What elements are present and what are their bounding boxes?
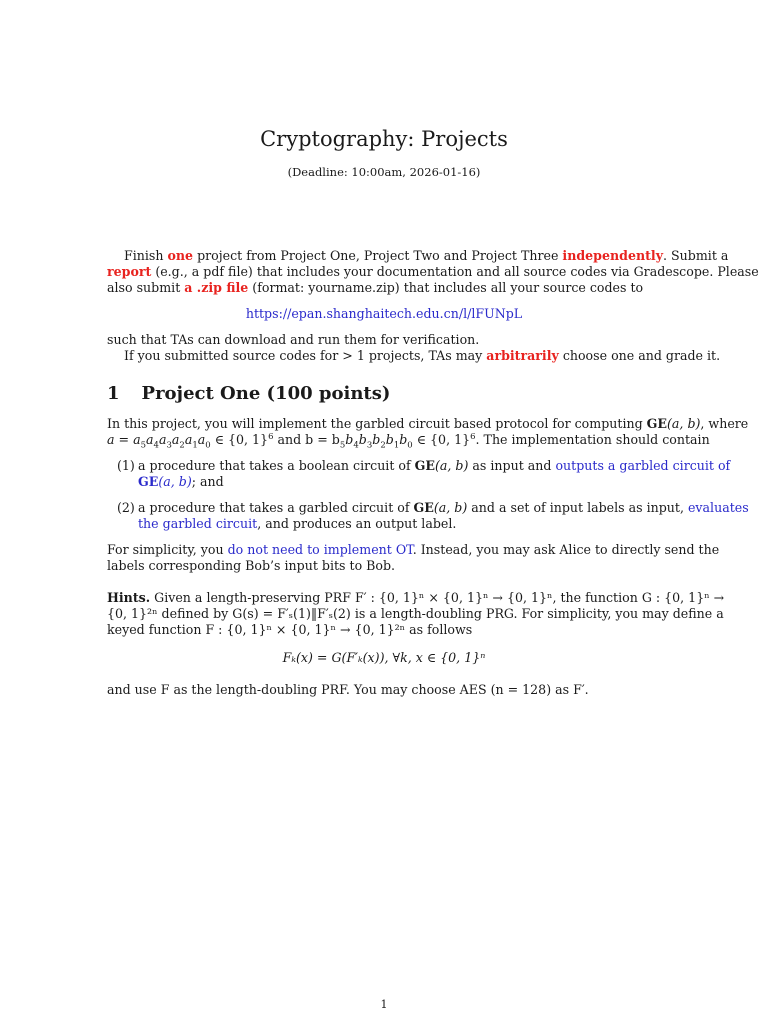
- item-2-highlight-2: the garbled circuit: [138, 516, 258, 531]
- emph-one: one: [167, 248, 194, 263]
- item-1-highlight: outputs a garbled circuit of: [555, 458, 731, 473]
- item-1-line-1: a procedure that takes a boolean circuit of GE(a, b) as input and outputs a garbled circuit of: [138, 458, 731, 473]
- upload-link[interactable]: https://epan.shanghaitech.edu.cn/l/lFUNpL: [245, 306, 523, 321]
- item-1-line-2: GE(a, b); and: [138, 474, 224, 489]
- emph-independently: independently: [562, 248, 664, 263]
- formula: Fₖ(x) = G(F′ₖ(x)), ∀k, x ∈ {0, 1}ⁿ: [282, 650, 486, 665]
- section-number: 1: [107, 383, 120, 404]
- document-title: Cryptography: Projects: [260, 127, 508, 151]
- item-2-highlight-1: evaluates: [687, 500, 749, 515]
- intro-line-5: If you submitted source codes for > 1 projects, TAs may arbitrarily choose one and grade it.: [124, 348, 721, 363]
- emph-zip-file: a .zip file: [184, 280, 249, 295]
- page-number: 1: [380, 998, 388, 1011]
- intro-line-4: such that TAs can download and run them for verification.: [107, 332, 480, 347]
- no-ot-highlight: do not need to implement OT: [227, 542, 413, 557]
- intro-line-2: report (e.g., a pdf file) that includes your documentation and all source codes via Gradescope. Please: [107, 264, 759, 279]
- item-2-line-1: a procedure that takes a garbled circuit of GE(a, b) and a set of input labels as input, evaluates: [138, 500, 749, 515]
- section-line-2: $a = a_5a_4a_3a_2a_1a_0$ ∈ {0, 1}$^6$ and $b = b_5b_4b_3b_2b_1b_0$ ∈ {0, 1}$^6$. The implementation should contain: [107, 431, 710, 451]
- section-heading: [107, 383, 390, 404]
- section-line-1: In this project, you will implement the garbled circuit based protocol for computing GE(a, b), where: [107, 416, 749, 431]
- section-title: Project One (100 points): [141, 383, 391, 404]
- hints-label: Hints.: [107, 590, 151, 605]
- simplicity-line-1: For simplicity, you do not need to implement OT. Instead, you may ask Alice to directly send the: [107, 542, 720, 557]
- deadline: (Deadline: 10:00am, 2026-01-16): [287, 165, 481, 179]
- hints-line-1: Hints. Given a length-preserving PRF F′ : {0, 1}ⁿ × {0, 1}ⁿ → {0, 1}ⁿ, the function G : {0, 1}ⁿ →: [107, 590, 725, 605]
- intro-line-3: also submit a .zip file (format: yourname.zip) that includes all your source codes to: [107, 280, 644, 295]
- item-1-number: (1): [117, 458, 135, 473]
- item-2-line-2: the garbled circuit, and produces an output label.: [138, 516, 457, 531]
- emph-report: report: [107, 264, 152, 279]
- intro-line-1: Finish one project from Project One, Project Two and Project Three independently. Submit a: [124, 248, 729, 263]
- hints-line-3: keyed function F : {0, 1}ⁿ × {0, 1}ⁿ → {0, 1}²ⁿ as follows: [107, 622, 473, 637]
- url-wrap: [0, 306, 768, 322]
- simplicity-line-2: labels corresponding Bob’s input bits to Bob.: [107, 558, 396, 573]
- item-2-number: (2): [117, 500, 135, 515]
- hints-line-2: {0, 1}²ⁿ defined by G(s) = F′ₛ(1)‖F′ₛ(2) is a length-doubling PRG. For simplicity, you may define a: [107, 606, 724, 621]
- closing-line: and use F as the length-doubling PRF. You may choose AES (n = 128) as F′.: [107, 682, 589, 697]
- emph-arbitrarily: arbitrarily: [486, 348, 559, 363]
